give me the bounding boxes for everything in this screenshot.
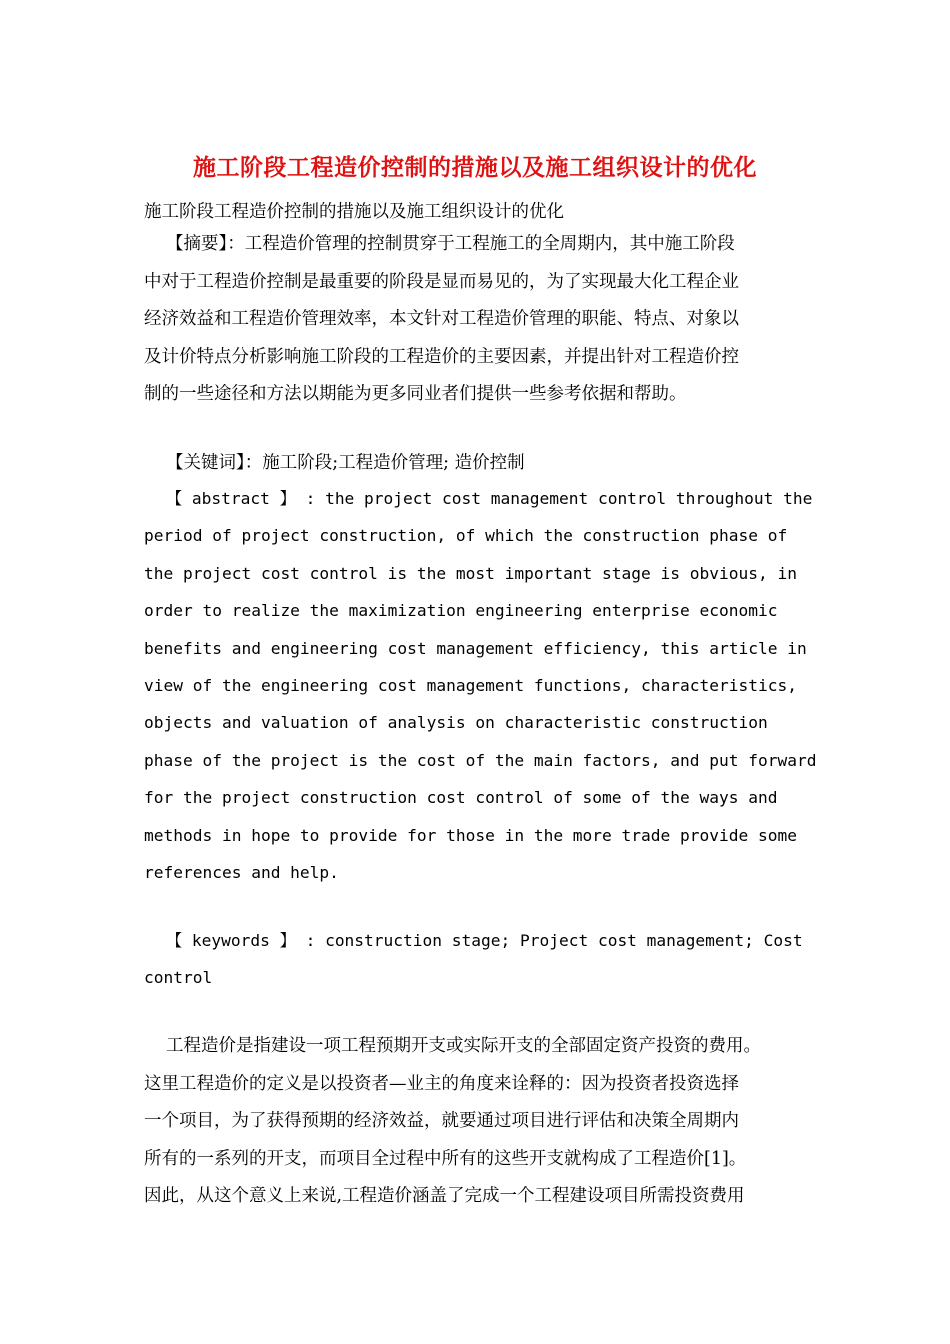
body-line: 因此，从这个意义上来说,工程造价涵盖了完成一个工程建设项目所需投资费用: [144, 1186, 745, 1206]
abstract-en-line: the project cost control is the most important stage is obvious, in: [144, 563, 797, 583]
abstract-en-line: view of the engineering cost management functions, characteristics,: [144, 675, 797, 695]
abstract-en-line: order to realize the maximization engineering enterprise economic: [144, 601, 778, 621]
abstract-cn: [144, 226, 814, 414]
abstract-en-line: references and help.: [144, 862, 339, 882]
abstract-en-line: benefits and engineering cost management efficiency, this article in: [144, 638, 807, 658]
document-subtitle: 施工阶段工程造价控制的措施以及施工组织设计的优化: [144, 202, 564, 222]
abstract-en-line: phase of the project is the cost of the main factors, and put forward: [144, 750, 817, 770]
abstract-en-line: for the project construction cost control of some of the ways and: [144, 788, 778, 808]
abstract-en: [144, 480, 824, 891]
body-line: 所有的一系列的开支，而项目全过程中所有的这些开支就构成了工程造价[1]。: [144, 1148, 747, 1169]
keywords-en: [144, 922, 824, 997]
body-paragraph: [144, 1028, 814, 1216]
keywords-cn: 【关键词】：施工阶段;工程造价管理; 造价控制: [166, 453, 525, 473]
abstract-cn-line: 制的一些途径和方法以期能为更多同业者们提供一些参考依据和帮助。: [144, 384, 687, 404]
keywords-en-line: 【 keywords 】 : construction stage; Project cost management; Cost: [166, 931, 803, 950]
abstract-cn-line: 【摘要】：工程造价管理的控制贯穿于工程施工的全周期内，其中施工阶段: [166, 234, 735, 254]
body-line: 这里工程造价的定义是以投资者—业主的角度来诠释的：因为投资者投资选择: [144, 1073, 739, 1094]
abstract-en-line: methods in hope to provide for those in the more trade provide some: [144, 825, 797, 845]
document-title: 施工阶段工程造价控制的措施以及施工组织设计的优化: [193, 154, 757, 181]
abstract-cn-line: 及计价特点分析影响施工阶段的工程造价的主要因素，并提出针对工程造价控: [144, 346, 739, 367]
body-line: 一个项目，为了获得预期的经济效益，就要通过项目进行评估和决策全周期内: [144, 1111, 739, 1131]
abstract-cn-line: 中对于工程造价控制是最重要的阶段是显而易见的，为了实现最大化工程企业: [144, 271, 739, 292]
keywords-en-line: control: [144, 968, 213, 988]
abstract-en-line: period of project construction, of which the construction phase of: [144, 526, 788, 546]
abstract-en-line: 【 abstract 】 : the project cost management control throughout the: [166, 489, 813, 508]
abstract-cn-line: 经济效益和工程造价管理效率，本文针对工程造价管理的职能、特点、对象以: [144, 309, 739, 329]
body-line: 工程造价是指建设一项工程预期开支或实际开支的全部固定资产投资的费用。: [166, 1036, 761, 1056]
abstract-en-line: objects and valuation of analysis on characteristic construction: [144, 713, 768, 733]
